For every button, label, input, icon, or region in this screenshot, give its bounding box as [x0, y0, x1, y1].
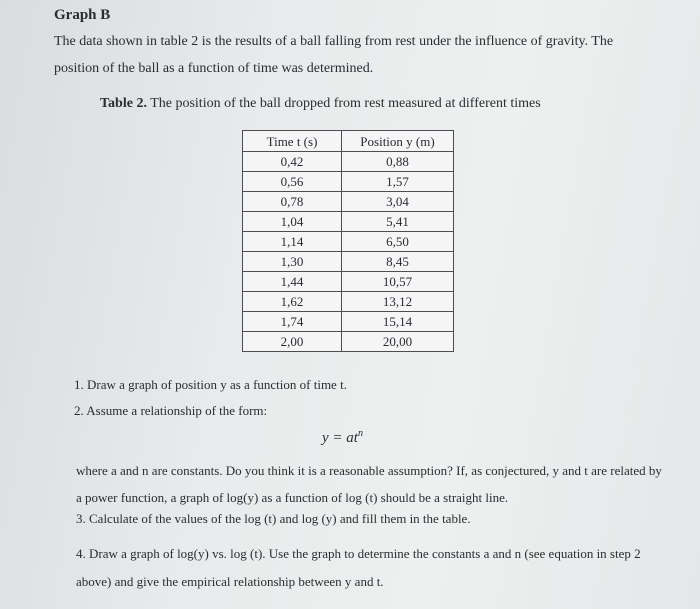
position-cell: 8,45 [342, 252, 454, 272]
table-label: Table 2. [100, 96, 147, 111]
time-cell: 1,74 [243, 312, 342, 332]
position-cell: 6,50 [342, 232, 454, 252]
position-cell: 15,14 [342, 312, 454, 332]
position-cell: 10,57 [342, 272, 454, 292]
table-row [243, 272, 454, 292]
table-row [243, 212, 454, 232]
time-cell: 0,42 [243, 152, 342, 172]
table-row [243, 232, 454, 252]
table-row [243, 172, 454, 192]
question-1: 1. Draw a graph of position y as a function of time t. [74, 377, 347, 392]
power-law-formula [322, 428, 363, 447]
formula-exponent: n [357, 428, 363, 439]
time-cell: 2,00 [243, 332, 342, 352]
time-cell: 0,78 [243, 192, 342, 212]
position-cell: 1,57 [342, 172, 454, 192]
table-row [243, 332, 454, 352]
table-caption-text: The position of the ball dropped from rest measured at different times [150, 96, 541, 111]
time-cell: 0,56 [243, 172, 342, 192]
table-header-row [243, 131, 454, 152]
position-cell: 13,12 [342, 292, 454, 312]
section-title: Graph B [54, 7, 111, 23]
table-row [243, 252, 454, 272]
table-row [243, 152, 454, 172]
question-3: 3. Calculate of the values of the log (t) and log (y) and fill them in the table. [76, 511, 471, 526]
question-2-detail: where a and n are constants. Do you think it is a reasonable assumption? If, as conjectured, y and t are related by a power function, a graph of log(y) as a function of log (t) should be a straight line. [76, 463, 662, 505]
position-cell: 20,00 [342, 332, 454, 352]
position-cell: 5,41 [342, 212, 454, 232]
table-row [243, 292, 454, 312]
position-cell: 0,88 [342, 152, 454, 172]
question-4: 4. Draw a graph of log(y) vs. log (t). Use the graph to determine the constants a and n (see equation in step 2 above) and give the empirical relationship between y and t. [76, 546, 641, 589]
table-row [243, 192, 454, 212]
intro-paragraph: The data shown in table 2 is the results of a ball falling from rest under the influence of gravity. The position of the ball as a function of time was determined. [54, 34, 614, 76]
table-caption [100, 96, 541, 112]
formula-base: y = at [322, 430, 358, 446]
question-2: 2. Assume a relationship of the form: [74, 403, 268, 418]
time-cell: 1,62 [243, 292, 342, 312]
column-header-position: Position y (m) [342, 131, 454, 152]
data-table [242, 130, 454, 352]
time-cell: 1,30 [243, 252, 342, 272]
time-cell: 1,14 [243, 232, 342, 252]
table-row [243, 312, 454, 332]
time-cell: 1,04 [243, 212, 342, 232]
time-cell: 1,44 [243, 272, 342, 292]
position-cell: 3,04 [342, 192, 454, 212]
column-header-time: Time t (s) [243, 131, 342, 152]
